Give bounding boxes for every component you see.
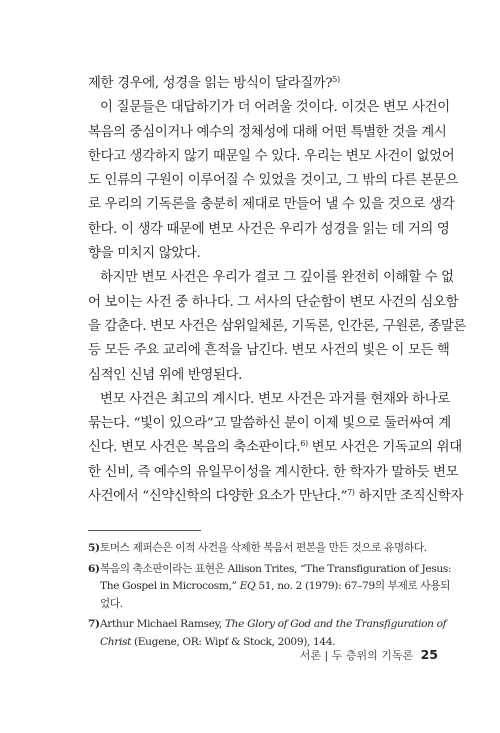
text-line-content: 등 모든 주요 교리에 흔적을 남긴다. 변모 사건의 빛은 이 모든 핵 bbox=[88, 343, 450, 359]
footnote-number: 7) bbox=[88, 618, 100, 630]
footnote bbox=[88, 540, 438, 558]
page-number: 25 bbox=[420, 647, 438, 662]
text-line bbox=[88, 193, 455, 217]
footnote-line bbox=[88, 616, 447, 634]
footnote-text: The Gospel in Microcosm,” EQ 51, no. 2 (1979): 67–79의 부제로 사용되 bbox=[100, 580, 451, 592]
text-line bbox=[88, 72, 438, 96]
text-line-content: 한다고 생각하지 않기 때문일 수 있다. 우리는 변모 사건이 없었어 bbox=[88, 148, 455, 164]
text-line-content: 하지만 변모 사건은 우리가 결코 그 깊이를 완전히 이해할 수 없 bbox=[100, 270, 454, 286]
footnote-text: 복음의 축소판이라는 표현은 Allison Trites, “The Transfiguration of Jesus: bbox=[100, 562, 452, 575]
page-footer bbox=[268, 647, 438, 663]
footnote-ref: 7) bbox=[347, 488, 355, 498]
text-line-content: 향을 미치지 않았다. bbox=[88, 246, 201, 262]
footnote bbox=[88, 616, 447, 651]
text-line bbox=[88, 121, 447, 145]
footnote-line bbox=[88, 540, 438, 558]
footnote-text: 토머스 제퍼슨은 이적 사건을 삭제한 복음서 편본을 만든 것으로 유명하다. bbox=[100, 542, 427, 554]
text-line-content: 제한 경우에, 성경을 읽는 방식이 달라질까? bbox=[88, 76, 333, 91]
body-text bbox=[88, 72, 467, 509]
footnote-ref: 5) bbox=[332, 75, 340, 84]
footnotes bbox=[88, 540, 452, 651]
text-line-content: 복음의 중심이거나 예수의 정체성에 대해 어떤 특별한 것을 계시 bbox=[88, 124, 447, 140]
text-line-continuation: 하지만 조직신학자 bbox=[354, 489, 464, 505]
text-line-continuation: 변모 사건은 기독교의 위대 bbox=[307, 440, 462, 456]
text-line-content: 어 보이는 사건 중 하나다. 그 서사의 단순함이 변모 사건의 심오함 bbox=[88, 294, 459, 310]
text-line-content: 한다. 이 생각 때문에 변모 사건은 우리가 성경을 읽는 데 거의 영 bbox=[88, 221, 450, 237]
text-line-content: 로 우리의 기독론을 충분히 제대로 만들어 낼 수 있을 것으로 생각 bbox=[88, 197, 455, 213]
footnote-number: 5) bbox=[88, 542, 100, 554]
footnote-divider bbox=[88, 530, 201, 531]
text-line-content: 도 인류의 구원이 이루어질 수 있었을 것이고, 그 밖의 다른 본문으 bbox=[88, 173, 459, 189]
footnote-line bbox=[88, 561, 452, 579]
text-line-content: 한 신비, 즉 예수의 유일무이성을 계시한다. 한 학자가 말하듯 변모 bbox=[88, 464, 459, 480]
footnote-number: 6) bbox=[88, 562, 100, 575]
text-line-content: 이 질문들은 대답하기가 더 어려울 것이다. 이것은 변모 사건이 bbox=[100, 100, 450, 116]
text-line-content: 을 감춘다. 변모 사건은 삼위일체론, 기독론, 인간론, 구원론, 종말론 bbox=[88, 318, 467, 334]
text-line-content: 사건에서 “신약신학의 다양한 요소가 만난다.” bbox=[88, 489, 348, 505]
text-line-content: 심적인 신념 위에 반영된다. bbox=[88, 367, 243, 383]
text-line-content: 묶는다. “빛이 있으라”고 말씀하신 분이 이제 빛으로 둘러싸여 계 bbox=[88, 416, 451, 432]
text-line bbox=[88, 145, 455, 169]
text-line bbox=[88, 485, 464, 509]
text-line bbox=[88, 364, 438, 388]
text-line-content: 신다. 변모 사건은 복음의 축소판이다. bbox=[88, 440, 301, 456]
footnote bbox=[88, 561, 452, 614]
footnote-text: Christ (Eugene, OR: Wipf & Stock, 2009), 144. bbox=[100, 635, 336, 648]
text-line bbox=[88, 242, 438, 266]
text-line bbox=[88, 291, 459, 315]
text-line bbox=[88, 266, 454, 290]
footnote-text: Arthur Michael Ramsey, The Glory of God and the Transfiguration of bbox=[100, 618, 447, 630]
footnote-line bbox=[88, 596, 438, 614]
text-line-content: 변모 사건은 최고의 계시다. 변모 사건은 과거를 현재와 하나로 bbox=[100, 391, 450, 407]
text-line bbox=[88, 96, 450, 120]
running-head: 서론 | 두 층위의 기독론 bbox=[299, 649, 414, 662]
footnote-line bbox=[88, 578, 451, 596]
text-line bbox=[88, 412, 451, 436]
footnote-text: 었다. bbox=[100, 597, 123, 610]
text-line bbox=[88, 315, 467, 339]
footnote-ref: 6) bbox=[300, 439, 308, 449]
text-line bbox=[88, 339, 450, 363]
text-line bbox=[88, 169, 459, 193]
text-line bbox=[88, 218, 450, 242]
text-line bbox=[88, 436, 462, 460]
text-line bbox=[88, 461, 459, 485]
text-line bbox=[88, 388, 450, 412]
